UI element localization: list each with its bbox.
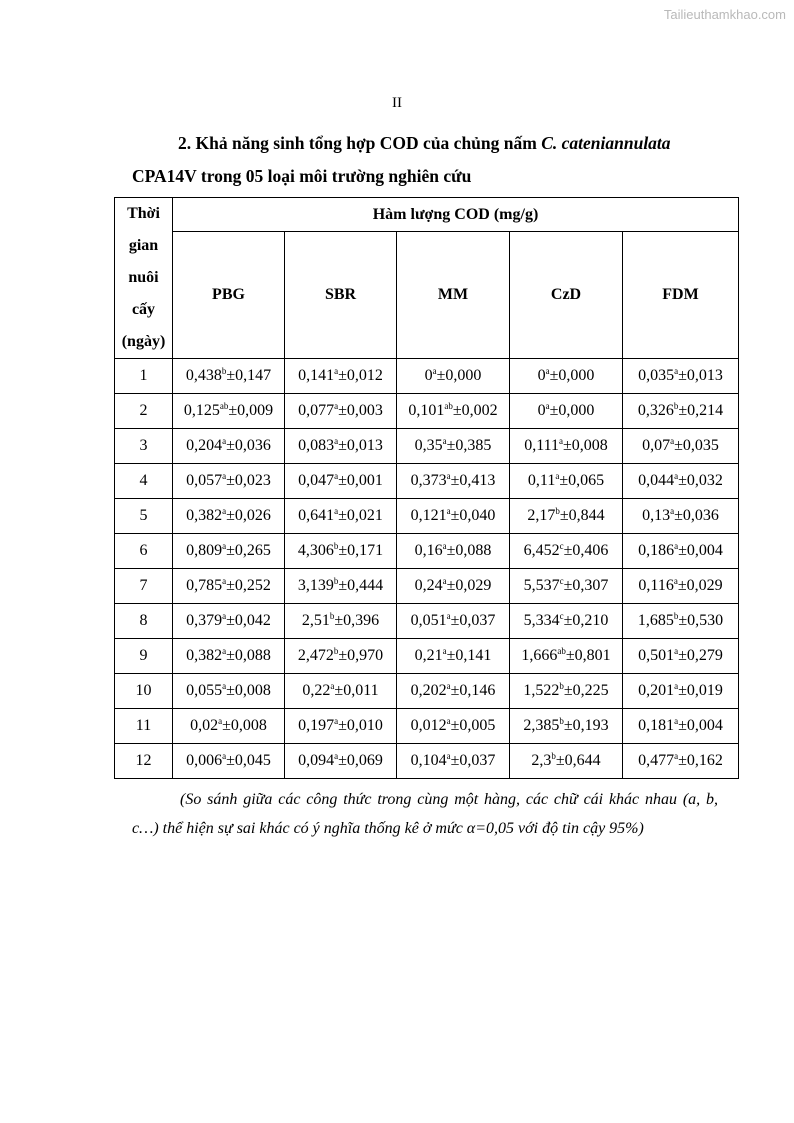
value-cell bbox=[397, 394, 510, 429]
significance-letter: a bbox=[222, 541, 227, 551]
mean-value: 0,641 bbox=[298, 507, 335, 524]
time-header-line: Thời bbox=[127, 205, 160, 222]
value-cell bbox=[173, 709, 285, 744]
error-value: ±0,013 bbox=[338, 437, 383, 454]
mean-value: 0,202 bbox=[410, 682, 447, 699]
value-cell bbox=[173, 359, 285, 394]
error-value: ±0,801 bbox=[565, 647, 611, 664]
mean-value: 0,077 bbox=[298, 402, 335, 419]
error-value: ±0,844 bbox=[559, 507, 605, 524]
value-cell bbox=[173, 499, 285, 534]
error-value: ±0,005 bbox=[450, 717, 496, 734]
significance-letter: a bbox=[222, 471, 227, 481]
mean-value: 0,382 bbox=[186, 647, 223, 664]
mean-value: 0,186 bbox=[638, 542, 675, 559]
mean-value: 0,121 bbox=[410, 507, 447, 524]
error-value: ±0,036 bbox=[674, 507, 719, 524]
error-value: ±0,000 bbox=[436, 367, 482, 384]
day-cell: 3 bbox=[115, 429, 173, 464]
significance-letter: c bbox=[559, 576, 564, 586]
significance-letter: a bbox=[670, 506, 675, 516]
error-value: ±0,008 bbox=[226, 682, 271, 699]
mean-value: 5,334 bbox=[523, 612, 560, 629]
significance-letter: ab bbox=[557, 646, 566, 656]
value-cell bbox=[285, 359, 397, 394]
value-cell bbox=[510, 429, 623, 464]
mean-value: 0,373 bbox=[410, 472, 447, 489]
value-cell bbox=[173, 569, 285, 604]
mean-value: 0,012 bbox=[410, 717, 447, 734]
time-header-line: gian bbox=[128, 237, 159, 254]
error-value: ±0,011 bbox=[334, 682, 379, 699]
error-value: ±0,045 bbox=[226, 752, 271, 769]
significance-letter: b bbox=[333, 541, 339, 551]
mean-value: 0,22 bbox=[302, 682, 331, 699]
error-value: ±0,013 bbox=[678, 367, 723, 384]
day-cell: 9 bbox=[115, 639, 173, 674]
significance-letter: c bbox=[559, 611, 564, 621]
significance-letter: a bbox=[446, 611, 451, 621]
error-value: ±0,009 bbox=[228, 402, 274, 419]
table-row bbox=[115, 744, 739, 779]
error-value: ±0,225 bbox=[563, 682, 609, 699]
mean-value: 0 bbox=[537, 402, 546, 419]
error-value: ±0,008 bbox=[563, 437, 608, 454]
value-cell bbox=[397, 709, 510, 744]
mean-value: 0,785 bbox=[186, 577, 223, 594]
value-cell bbox=[285, 604, 397, 639]
value-cell bbox=[397, 499, 510, 534]
value-cell bbox=[623, 359, 739, 394]
error-value: ±0,069 bbox=[338, 752, 383, 769]
mean-value: 0,047 bbox=[298, 472, 335, 489]
time-header-line: nuôi bbox=[128, 269, 159, 286]
significance-letter: a bbox=[334, 436, 339, 446]
value-cell bbox=[285, 499, 397, 534]
mean-value: 2,17 bbox=[527, 507, 556, 524]
mean-value: 0,125 bbox=[183, 402, 220, 419]
value-cell bbox=[285, 534, 397, 569]
significance-letter: a bbox=[334, 471, 339, 481]
table-row bbox=[115, 569, 739, 604]
mean-value: 6,452 bbox=[523, 542, 560, 559]
error-value: ±0,396 bbox=[334, 612, 380, 629]
value-cell bbox=[173, 744, 285, 779]
value-cell bbox=[397, 744, 510, 779]
day-cell: 6 bbox=[115, 534, 173, 569]
significance-letter: a bbox=[674, 751, 679, 761]
error-value: ±0,214 bbox=[678, 402, 724, 419]
error-value: ±0,406 bbox=[563, 542, 609, 559]
error-value: ±0,162 bbox=[678, 752, 723, 769]
significance-letter: ab bbox=[219, 401, 229, 411]
significance-letter: a bbox=[222, 751, 227, 761]
mean-value: 0,204 bbox=[186, 437, 223, 454]
error-value: ±0,010 bbox=[338, 717, 383, 734]
value-cell bbox=[397, 429, 510, 464]
value-cell bbox=[285, 394, 397, 429]
table-row bbox=[115, 359, 739, 394]
mean-value: 0,006 bbox=[186, 752, 223, 769]
day-cell: 12 bbox=[115, 744, 173, 779]
significance-letter: b bbox=[333, 576, 339, 586]
error-value: ±0,193 bbox=[563, 717, 609, 734]
value-cell bbox=[623, 499, 739, 534]
day-cell: 1 bbox=[115, 359, 173, 394]
error-value: ±0,147 bbox=[226, 367, 272, 384]
day-cell: 8 bbox=[115, 604, 173, 639]
mean-value: 0,02 bbox=[190, 717, 219, 734]
significance-letter: a bbox=[674, 471, 679, 481]
day-cell: 11 bbox=[115, 709, 173, 744]
value-cell bbox=[623, 709, 739, 744]
error-value: ±0,002 bbox=[452, 402, 498, 419]
significance-letter: a bbox=[446, 681, 451, 691]
error-value: ±0,279 bbox=[678, 647, 723, 664]
mean-value: 1,522 bbox=[523, 682, 560, 699]
mean-value: 0,16 bbox=[414, 542, 443, 559]
error-value: ±0,307 bbox=[563, 577, 609, 594]
value-cell bbox=[510, 359, 623, 394]
value-cell bbox=[623, 569, 739, 604]
error-value: ±0,146 bbox=[450, 682, 496, 699]
significance-letter: a bbox=[334, 751, 339, 761]
value-cell bbox=[285, 639, 397, 674]
error-value: ±0,029 bbox=[677, 577, 723, 594]
mean-value: 0,21 bbox=[414, 647, 443, 664]
significance-letter: a bbox=[555, 471, 560, 481]
significance-letter: b bbox=[221, 366, 227, 376]
value-cell bbox=[173, 639, 285, 674]
significance-letter: a bbox=[545, 401, 550, 411]
significance-letter: ab bbox=[444, 401, 453, 411]
error-value: ±0,265 bbox=[226, 542, 271, 559]
table-row bbox=[115, 429, 739, 464]
error-value: ±0,019 bbox=[678, 682, 723, 699]
significance-letter: a bbox=[442, 541, 447, 551]
table-row bbox=[115, 464, 739, 499]
column-header-czd: CzD bbox=[510, 232, 623, 359]
mean-value: 5,537 bbox=[523, 577, 560, 594]
table-row bbox=[115, 534, 739, 569]
significance-letter: a bbox=[442, 576, 447, 586]
table-row bbox=[115, 639, 739, 674]
significance-letter: a bbox=[442, 646, 447, 656]
mean-value: 1,685 bbox=[637, 612, 674, 629]
value-cell bbox=[173, 464, 285, 499]
significance-letter: a bbox=[222, 646, 227, 656]
value-cell bbox=[173, 674, 285, 709]
mean-value: 0,07 bbox=[642, 437, 671, 454]
cod-group-header: Hàm lượng COD (mg/g) bbox=[173, 198, 739, 232]
value-cell bbox=[285, 569, 397, 604]
value-cell bbox=[285, 744, 397, 779]
day-cell: 5 bbox=[115, 499, 173, 534]
day-cell: 4 bbox=[115, 464, 173, 499]
mean-value: 0,24 bbox=[414, 577, 443, 594]
value-cell bbox=[285, 464, 397, 499]
mean-value: 0,101 bbox=[408, 402, 445, 419]
error-value: ±0,012 bbox=[338, 367, 383, 384]
value-cell bbox=[510, 604, 623, 639]
error-value: ±0,644 bbox=[555, 752, 601, 769]
time-header-line: (ngày) bbox=[121, 333, 166, 350]
significance-letter: a bbox=[222, 611, 227, 621]
error-value: ±0,171 bbox=[338, 542, 384, 559]
error-value: ±0,040 bbox=[450, 507, 496, 524]
significance-letter: a bbox=[330, 681, 335, 691]
value-cell bbox=[397, 604, 510, 639]
error-value: ±0,008 bbox=[222, 717, 267, 734]
error-value: ±0,023 bbox=[226, 472, 271, 489]
error-value: ±0,026 bbox=[226, 507, 271, 524]
mean-value: 0,111 bbox=[524, 437, 560, 454]
error-value: ±0,210 bbox=[563, 612, 609, 629]
table-body bbox=[115, 359, 739, 779]
significance-letter: a bbox=[674, 681, 679, 691]
value-cell bbox=[285, 709, 397, 744]
significance-letter: b bbox=[333, 646, 339, 656]
error-value: ±0,042 bbox=[226, 612, 271, 629]
value-cell bbox=[173, 604, 285, 639]
significance-letter: a bbox=[334, 716, 339, 726]
section-heading-line-1 bbox=[132, 135, 720, 153]
significance-letter: b bbox=[329, 611, 335, 621]
mean-value: 0,201 bbox=[638, 682, 675, 699]
mean-value: 0,35 bbox=[414, 437, 443, 454]
footnote: (So sánh giữa các công thức trong cùng một hàng, các chữ cái khác nhau (a, b, c…) thể hiện sự sai khác có ý nghĩa thống kê ở mức α=0,05 với độ tin cậy 95%) bbox=[132, 791, 718, 837]
value-cell bbox=[285, 674, 397, 709]
error-value: ±0,021 bbox=[338, 507, 383, 524]
significance-letter: a bbox=[446, 506, 451, 516]
value-cell bbox=[510, 674, 623, 709]
error-value: ±0,035 bbox=[674, 437, 719, 454]
mean-value: 0,051 bbox=[410, 612, 447, 629]
table-row bbox=[115, 604, 739, 639]
significance-letter: a bbox=[674, 716, 679, 726]
mean-value: 0,044 bbox=[638, 472, 675, 489]
error-value: ±0,252 bbox=[226, 577, 271, 594]
value-cell bbox=[510, 744, 623, 779]
significance-letter: a bbox=[446, 471, 451, 481]
mean-value: 3,139 bbox=[297, 577, 334, 594]
value-cell bbox=[623, 744, 739, 779]
cod-content-table bbox=[114, 197, 739, 779]
significance-letter: b bbox=[555, 506, 560, 516]
mean-value: 0,141 bbox=[298, 367, 335, 384]
value-cell bbox=[173, 394, 285, 429]
value-cell bbox=[397, 674, 510, 709]
mean-value: 2,51 bbox=[301, 612, 330, 629]
significance-letter: b bbox=[551, 751, 556, 761]
mean-value: 0,181 bbox=[638, 717, 675, 734]
error-value: ±0,088 bbox=[446, 542, 492, 559]
table-row bbox=[115, 674, 739, 709]
error-value: ±0,037 bbox=[450, 612, 496, 629]
day-cell: 7 bbox=[115, 569, 173, 604]
error-value: ±0,032 bbox=[678, 472, 723, 489]
table-row bbox=[115, 499, 739, 534]
significance-letter: a bbox=[222, 576, 227, 586]
value-cell bbox=[397, 639, 510, 674]
significance-letter: a bbox=[334, 401, 339, 411]
section-heading-line-2: CPA14V trong 05 loại môi trường nghiên cứu bbox=[132, 166, 472, 186]
error-value: ±0,036 bbox=[226, 437, 271, 454]
column-header-fdm: FDM bbox=[623, 232, 739, 359]
error-value: ±0,004 bbox=[678, 717, 723, 734]
mean-value: 0,055 bbox=[186, 682, 223, 699]
error-value: ±0,970 bbox=[338, 647, 384, 664]
significance-letter: a bbox=[559, 436, 564, 446]
mean-value: 2,472 bbox=[297, 647, 334, 664]
value-cell bbox=[510, 709, 623, 744]
table-row bbox=[115, 394, 739, 429]
column-header-mm: MM bbox=[397, 232, 510, 359]
table-row bbox=[115, 709, 739, 744]
mean-value: 0,197 bbox=[298, 717, 335, 734]
error-value: ±0,000 bbox=[549, 367, 595, 384]
error-value: ±0,000 bbox=[549, 402, 595, 419]
value-cell bbox=[510, 394, 623, 429]
value-cell bbox=[623, 429, 739, 464]
significance-letter: a bbox=[446, 751, 451, 761]
error-value: ±0,088 bbox=[226, 647, 271, 664]
value-cell bbox=[623, 394, 739, 429]
significance-letter: a bbox=[222, 681, 227, 691]
significance-letter: a bbox=[670, 436, 675, 446]
error-value: ±0,444 bbox=[338, 577, 384, 594]
value-cell bbox=[173, 429, 285, 464]
significance-letter: a bbox=[674, 646, 679, 656]
mean-value: 0,11 bbox=[527, 472, 556, 489]
significance-letter: b bbox=[559, 716, 564, 726]
value-cell bbox=[510, 499, 623, 534]
significance-letter: a bbox=[674, 541, 679, 551]
mean-value: 4,306 bbox=[297, 542, 334, 559]
column-header-sbr: SBR bbox=[285, 232, 397, 359]
significance-letter: a bbox=[334, 366, 339, 376]
species-name: C. cateniannulata bbox=[541, 133, 671, 153]
value-cell bbox=[397, 534, 510, 569]
error-value: ±0,065 bbox=[559, 472, 605, 489]
significance-letter: a bbox=[222, 506, 227, 516]
mean-value: 0,13 bbox=[642, 507, 671, 524]
significance-letter: b bbox=[673, 611, 679, 621]
mean-value: 0,094 bbox=[298, 752, 335, 769]
error-value: ±0,029 bbox=[446, 577, 492, 594]
mean-value: 0,035 bbox=[638, 367, 675, 384]
significance-letter: b bbox=[559, 681, 564, 691]
time-column-header bbox=[115, 198, 173, 359]
error-value: ±0,413 bbox=[450, 472, 496, 489]
column-header-pbg: PBG bbox=[173, 232, 285, 359]
mean-value: 0 bbox=[424, 367, 433, 384]
mean-value: 0 bbox=[537, 367, 546, 384]
day-cell: 2 bbox=[115, 394, 173, 429]
mean-value: 0,809 bbox=[186, 542, 223, 559]
significance-letter: a bbox=[334, 506, 339, 516]
mean-value: 0,083 bbox=[298, 437, 335, 454]
value-cell bbox=[623, 604, 739, 639]
value-cell bbox=[397, 569, 510, 604]
mean-value: 0,104 bbox=[410, 752, 447, 769]
error-value: ±0,004 bbox=[678, 542, 723, 559]
mean-value: 0,382 bbox=[186, 507, 223, 524]
error-value: ±0,141 bbox=[446, 647, 492, 664]
mean-value: 0,116 bbox=[638, 577, 674, 594]
value-cell bbox=[510, 569, 623, 604]
significance-letter: b bbox=[673, 401, 679, 411]
mean-value: 2,385 bbox=[523, 717, 560, 734]
heading-text: 2. Khả năng sinh tổng hợp COD của chủng nấm bbox=[178, 133, 542, 153]
significance-letter: a bbox=[673, 576, 678, 586]
value-cell bbox=[173, 534, 285, 569]
time-header-line: cấy bbox=[131, 301, 156, 318]
mean-value: 0,057 bbox=[186, 472, 223, 489]
mean-value: 0,326 bbox=[637, 402, 674, 419]
error-value: ±0,037 bbox=[450, 752, 496, 769]
value-cell bbox=[397, 359, 510, 394]
mean-value: 0,438 bbox=[185, 367, 222, 384]
value-cell bbox=[510, 639, 623, 674]
significance-letter: a bbox=[446, 716, 451, 726]
significance-letter: c bbox=[559, 541, 564, 551]
value-cell bbox=[623, 534, 739, 569]
significance-letter: a bbox=[432, 366, 437, 376]
error-value: ±0,530 bbox=[678, 612, 724, 629]
error-value: ±0,003 bbox=[338, 402, 383, 419]
value-cell bbox=[623, 674, 739, 709]
mean-value: 1,666 bbox=[521, 647, 558, 664]
value-cell bbox=[510, 534, 623, 569]
significance-letter: a bbox=[442, 436, 447, 446]
mean-value: 0,477 bbox=[638, 752, 675, 769]
value-cell bbox=[285, 429, 397, 464]
significance-letter: a bbox=[545, 366, 550, 376]
mean-value: 2,3 bbox=[531, 752, 552, 769]
page-number: II bbox=[392, 95, 402, 111]
significance-letter: a bbox=[222, 436, 227, 446]
watermark: Tailieuthamkhao.com bbox=[663, 7, 786, 22]
mean-value: 0,501 bbox=[638, 647, 675, 664]
value-cell bbox=[623, 639, 739, 674]
mean-value: 0,379 bbox=[186, 612, 223, 629]
day-cell: 10 bbox=[115, 674, 173, 709]
significance-letter: a bbox=[674, 366, 679, 376]
error-value: ±0,385 bbox=[446, 437, 492, 454]
error-value: ±0,001 bbox=[338, 472, 383, 489]
value-cell bbox=[623, 464, 739, 499]
value-cell bbox=[397, 464, 510, 499]
value-cell bbox=[510, 464, 623, 499]
significance-letter: a bbox=[218, 716, 223, 726]
